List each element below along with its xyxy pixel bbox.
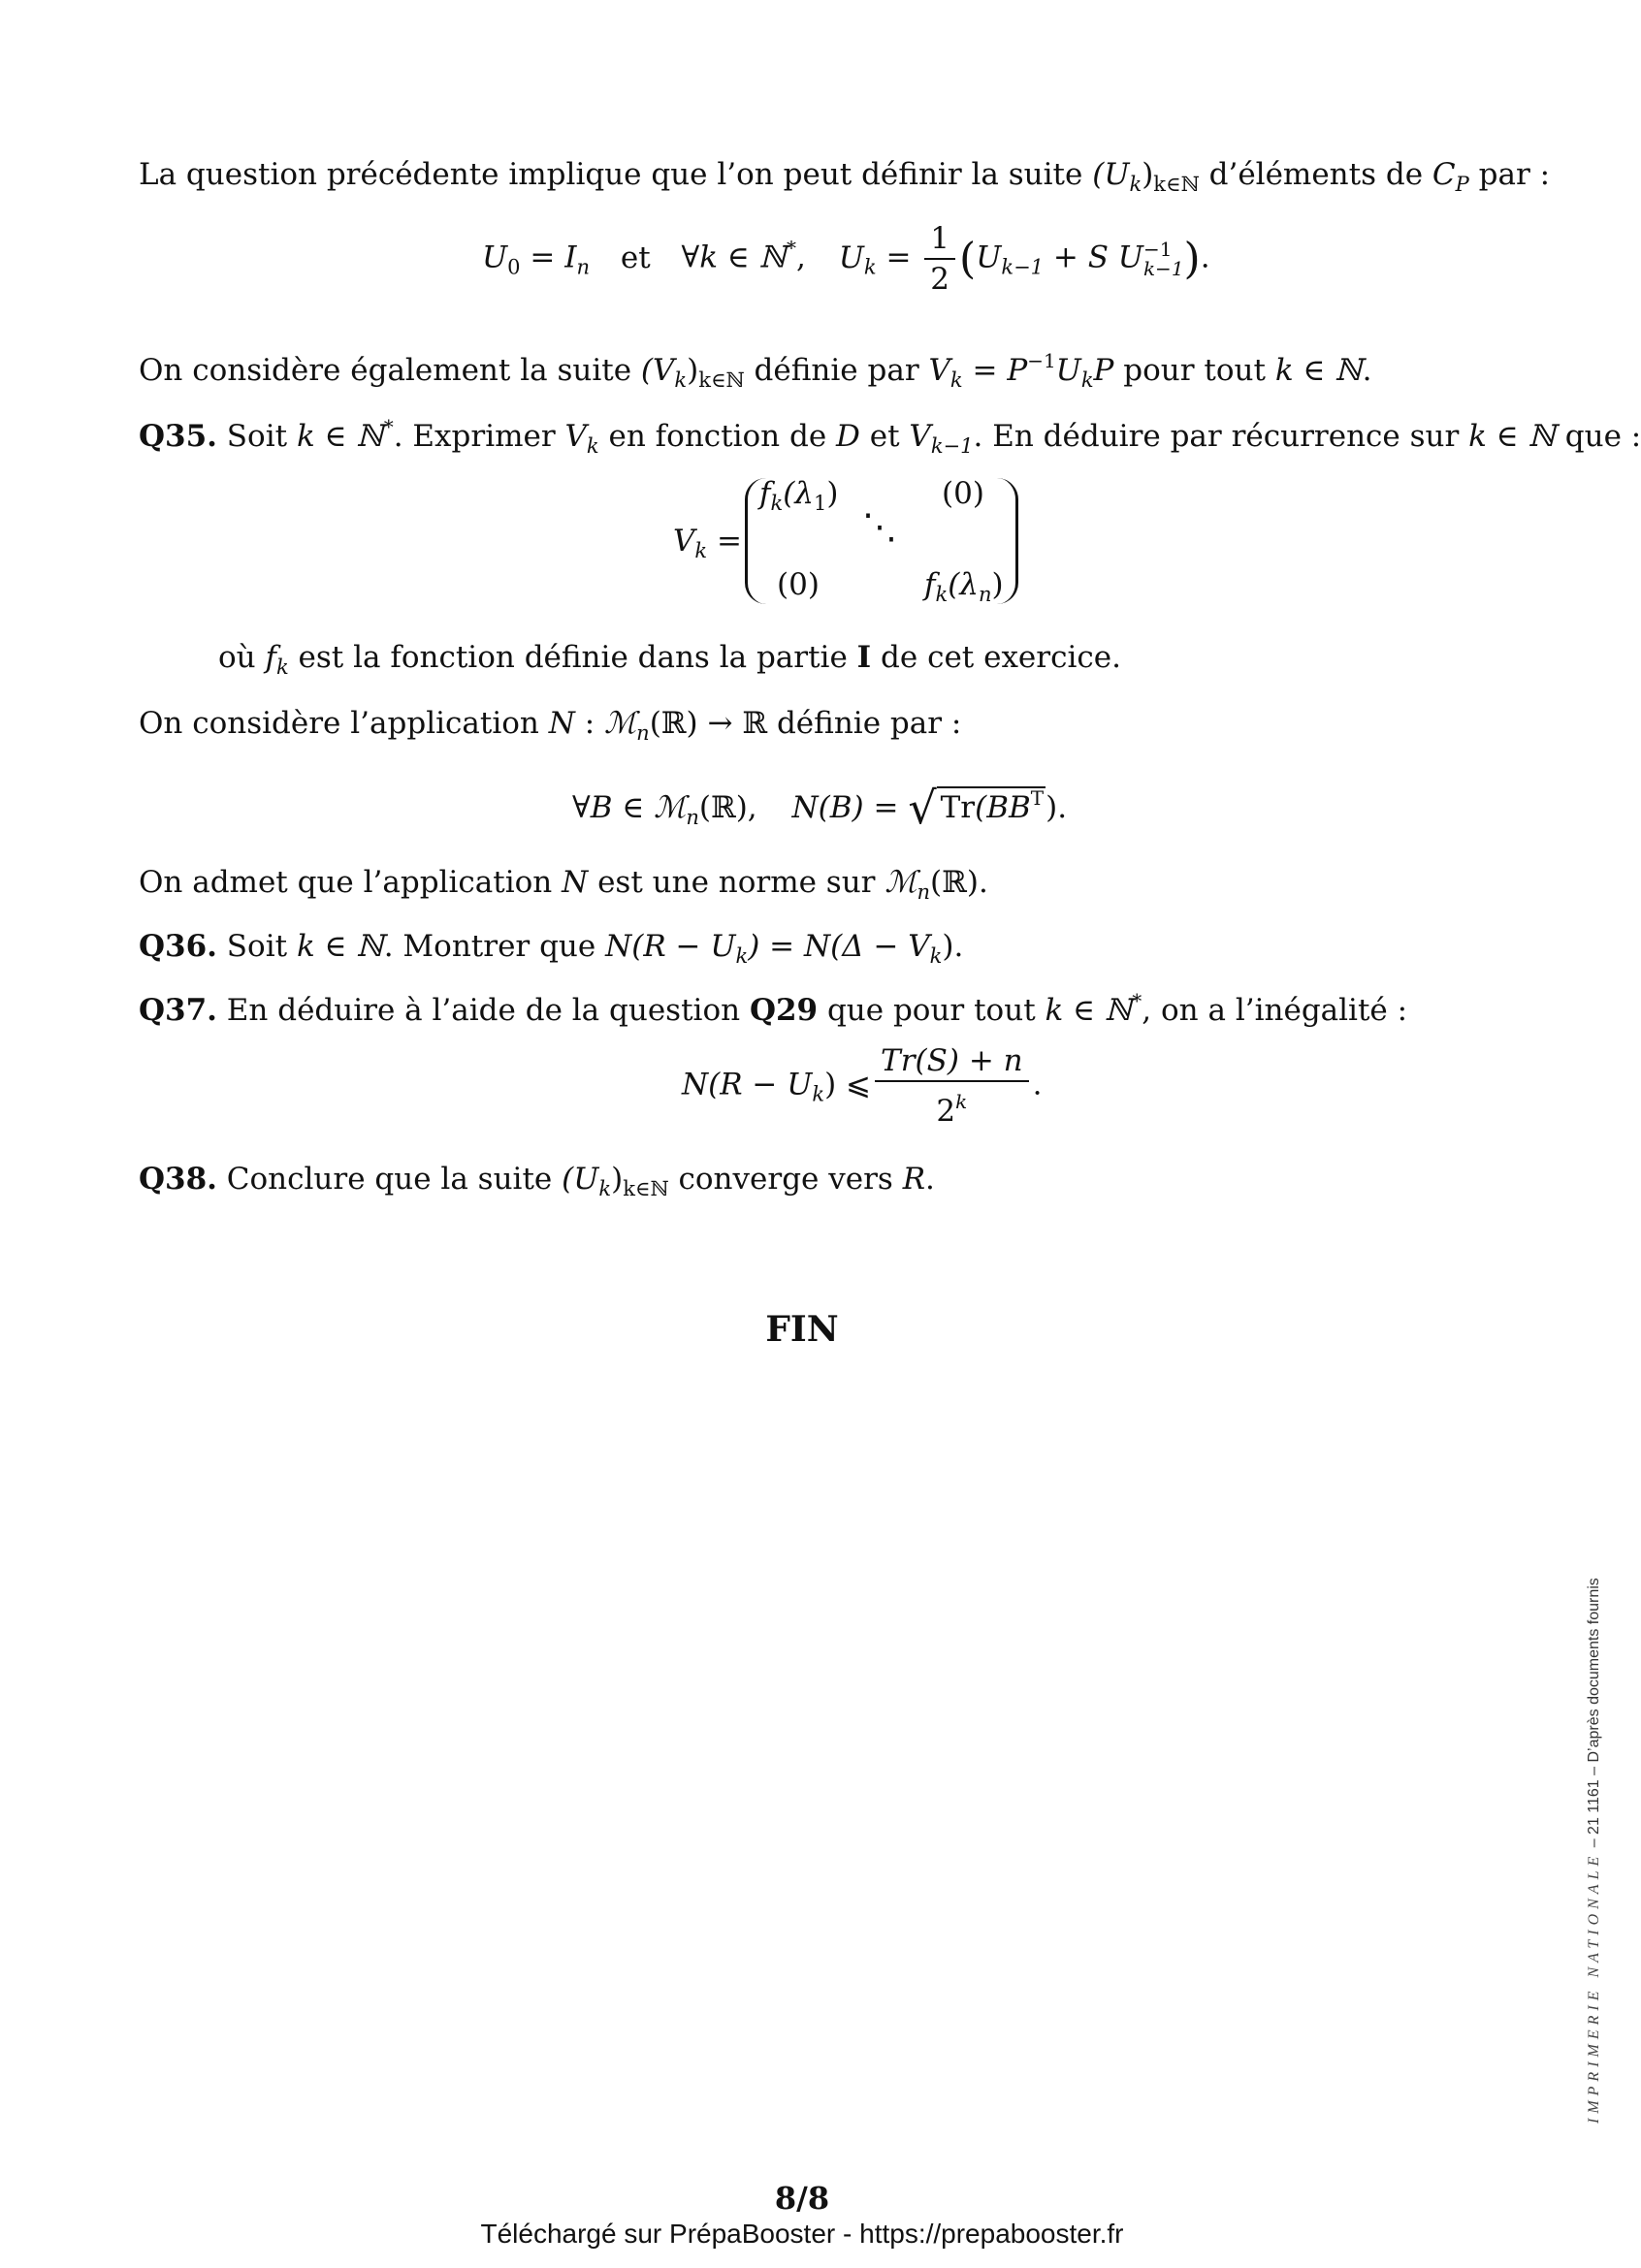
norm-lhs: N(R − U [682, 1067, 813, 1102]
q35-text-6: que : [1555, 419, 1641, 454]
equals: = [707, 524, 742, 559]
document-code: – 21 1161 – D’après documents fournis [1586, 1578, 1602, 1852]
reals-paren: (ℝ) [649, 706, 698, 741]
bound-fraction [875, 1043, 1029, 1129]
sequence-U: (U [1092, 157, 1130, 192]
matrix-space: ℳ [885, 865, 917, 900]
k-in-N: k ∈ ℕ [1274, 353, 1363, 388]
set-C: C [1432, 157, 1456, 192]
question-reference: Q29 [749, 993, 819, 1028]
period: . [1032, 1067, 1043, 1102]
q36-text-2: . Montrer que [383, 929, 606, 964]
inverse-sub: k−1 [1142, 257, 1184, 280]
q37-text-2: que pour tout [818, 993, 1046, 1028]
f: f [924, 567, 936, 602]
paren-close: ) [826, 476, 839, 511]
q35-text-4: et [859, 419, 910, 454]
rhs-sub: k [929, 944, 943, 968]
reals-paren: (ℝ), [698, 790, 757, 825]
matrix-space: ℳ [654, 790, 687, 825]
q35-where-line [218, 638, 1121, 687]
k-in-N: k ∈ ℕ [1045, 993, 1133, 1028]
page-number: 8/8 [774, 2180, 830, 2217]
question-q35 [139, 407, 1641, 465]
R: R [902, 1162, 926, 1197]
V-text-end: pour tout [1113, 353, 1275, 388]
period: . [1362, 353, 1372, 388]
plus-S-U: + S U [1044, 240, 1143, 275]
two: 2 [936, 1094, 956, 1129]
printer-mark [1586, 1578, 1603, 2124]
question-label: Q35. [139, 419, 217, 454]
paren-close: ). [1046, 790, 1068, 825]
set-C-sub: P [1455, 173, 1469, 196]
lambda: (λ [948, 567, 979, 602]
question-label: Q38. [139, 1162, 217, 1197]
D: D [836, 419, 860, 454]
q35-text-5: . En déduire par récurrence sur [973, 419, 1469, 454]
paren-close: ) [687, 353, 699, 388]
diagonal-matrix [745, 478, 1018, 604]
N: N [562, 865, 589, 900]
Uk: U [838, 240, 864, 275]
V-text: On considère également la suite [139, 353, 641, 388]
Uk-sub: k [863, 255, 877, 279]
q38-text-1: Conclure que la suite [226, 1162, 563, 1197]
Vk: V [673, 524, 695, 559]
admit-text-2: est une norme sur [588, 865, 885, 900]
paren-close-big: ) [1183, 234, 1201, 284]
lambda-sub: 1 [813, 492, 827, 515]
P-inverse-sup: −1 [1027, 349, 1056, 372]
U-prev-sub: k−1 [1001, 255, 1045, 279]
lhs-sub: k [812, 1082, 825, 1106]
matrix-entry-21: (0) [777, 567, 820, 602]
sequence-U-sub: k [1129, 173, 1142, 196]
forall-B: ∀B ∈ [572, 790, 655, 825]
leq: ) ⩽ [824, 1067, 872, 1102]
matrix-entry-12: (0) [942, 476, 984, 511]
where-text: où [218, 640, 266, 675]
question-q38 [139, 1160, 935, 1208]
q36-text-1: Soit [226, 929, 297, 964]
fraction-half [924, 221, 955, 297]
fk-sub: k [275, 655, 289, 679]
recurrence-equation [482, 221, 1210, 297]
colon: : [574, 706, 605, 741]
radicand [937, 786, 1046, 825]
fraction-den: 2 [930, 262, 950, 297]
trace-argument: (BB [975, 790, 1031, 825]
intro-text-mid: d’éléments de [1199, 157, 1432, 192]
forall-k: ∀k ∈ ℕ [681, 240, 788, 275]
Vk: V [928, 353, 950, 388]
star: * [787, 236, 797, 260]
star: * [383, 415, 394, 438]
k-exponent: k [955, 1090, 968, 1113]
comma: , [796, 240, 806, 275]
intro-text-end: par : [1468, 157, 1551, 192]
sequence-V-sub: k [674, 368, 688, 392]
sequence-U: (U [562, 1162, 599, 1197]
paren-open-big: ( [959, 234, 977, 284]
arrow: → [697, 706, 743, 741]
end-marker: FIN [765, 1309, 839, 1350]
sequence-index: k∈ℕ [698, 368, 745, 392]
q37-text-3: , on a l’inégalité : [1142, 993, 1408, 1028]
paren-close: ) [611, 1162, 624, 1197]
reals-paren: (ℝ). [930, 865, 988, 900]
inverse-indices [1143, 240, 1184, 278]
inequality-equation [682, 1043, 1042, 1129]
lambda-sub: n [978, 583, 992, 606]
question-q36 [139, 927, 963, 975]
Vk-sub: k [586, 434, 599, 458]
where-text-3: de cet exercice. [871, 640, 1121, 675]
Uk-sub: k [1080, 368, 1094, 392]
k-in-N: k ∈ ℕ [296, 929, 384, 964]
sequence-U-sub: k [598, 1177, 612, 1200]
V-prev-sub: k−1 [930, 434, 974, 458]
intro-paragraph [139, 155, 1550, 204]
f-sub: k [770, 492, 784, 515]
sequence-V: (V [640, 353, 675, 388]
equals: = [876, 240, 921, 275]
period: . [1200, 240, 1210, 275]
matrix-space-sub: n [636, 721, 650, 745]
f: f [759, 476, 771, 511]
matrix-entry-22 [924, 567, 1004, 606]
star: * [1132, 989, 1142, 1012]
question-label: Q37. [139, 993, 217, 1028]
inverse-sup: −1 [1142, 238, 1173, 261]
Uk: U [1055, 353, 1081, 388]
paren-close: ) [1142, 157, 1154, 192]
norm-text-2: définie par : [767, 706, 962, 741]
square-root-sign: √ [908, 782, 937, 834]
q37-text-1: En déduire à l’aide de la question [226, 993, 750, 1028]
where-text-2: est la fonction définie dans la partie [288, 640, 857, 675]
norm-of-B: N(B) = [791, 790, 899, 825]
P-inverse: = P [962, 353, 1028, 388]
lhs-sub: k [735, 944, 749, 968]
V-prev: V [909, 419, 931, 454]
k-in-N: k ∈ ℕ [296, 419, 384, 454]
Vk: V [564, 419, 587, 454]
V-definition-paragraph [139, 341, 1371, 399]
P: P [1093, 353, 1114, 388]
norm-text: On considère l’application [139, 706, 549, 741]
q35-text-2: . Exprimer [393, 419, 565, 454]
question-q37 [139, 981, 1407, 1030]
identity-sub: n [576, 255, 590, 279]
matrix-lhs [673, 524, 742, 562]
question-label: Q36. [139, 929, 217, 964]
part-reference: I [856, 640, 872, 675]
U-prev: U [976, 240, 1002, 275]
U0: U [482, 240, 508, 275]
q35-text-3: en fonction de [598, 419, 837, 454]
printer-name: IMPRIMERIE NATIONALE [1586, 1851, 1602, 2124]
norm-admit-paragraph [139, 863, 988, 911]
f-sub: k [935, 583, 949, 606]
U0-sub: 0 [507, 255, 521, 279]
k-in-N: k ∈ ℕ [1468, 419, 1556, 454]
diagonal-dots: ⋱ [862, 507, 897, 547]
lambda: (λ [783, 476, 814, 511]
reals: ℝ [742, 706, 768, 741]
Vk-sub: k [694, 539, 708, 562]
fk: f [265, 640, 276, 675]
norm-definition-equation [572, 782, 1067, 834]
norm-lhs: N(R − U [605, 929, 736, 964]
bound-denominator [875, 1082, 1029, 1129]
trace: Tr [940, 790, 976, 825]
identity: = I [520, 240, 577, 275]
sequence-index: k∈ℕ [623, 1177, 669, 1200]
intro-text: La question précédente implique que l’on peut définir la suite [139, 157, 1093, 192]
N: N [548, 706, 575, 741]
matrix-space-sub: n [917, 880, 931, 904]
bound-numerator: Tr(S) + n [875, 1043, 1029, 1082]
Vk-sub: k [949, 368, 963, 392]
norm-rhs: ) = N(Δ − V [748, 929, 930, 964]
norm-paragraph [139, 704, 961, 752]
q38-text-2: converge vers [668, 1162, 903, 1197]
V-text-mid: définie par [744, 353, 929, 388]
paren-close: ) [991, 567, 1004, 602]
admit-text: On admet que l’application [139, 865, 563, 900]
matrix-space: ℳ [604, 706, 637, 741]
q36-end: ). [942, 929, 964, 964]
q35-text-1: Soit [226, 419, 297, 454]
download-footer: Téléchargé sur PrépaBooster - https://prepabooster.fr [480, 2219, 1124, 2249]
period: . [925, 1162, 935, 1197]
fraction-num: 1 [924, 221, 955, 260]
sequence-index: k∈ℕ [1153, 173, 1200, 196]
matrix-entry-11 [759, 476, 838, 515]
transpose: T [1030, 786, 1045, 810]
conjunction-et: et [620, 240, 651, 275]
matrix-space-sub: n [686, 806, 699, 829]
